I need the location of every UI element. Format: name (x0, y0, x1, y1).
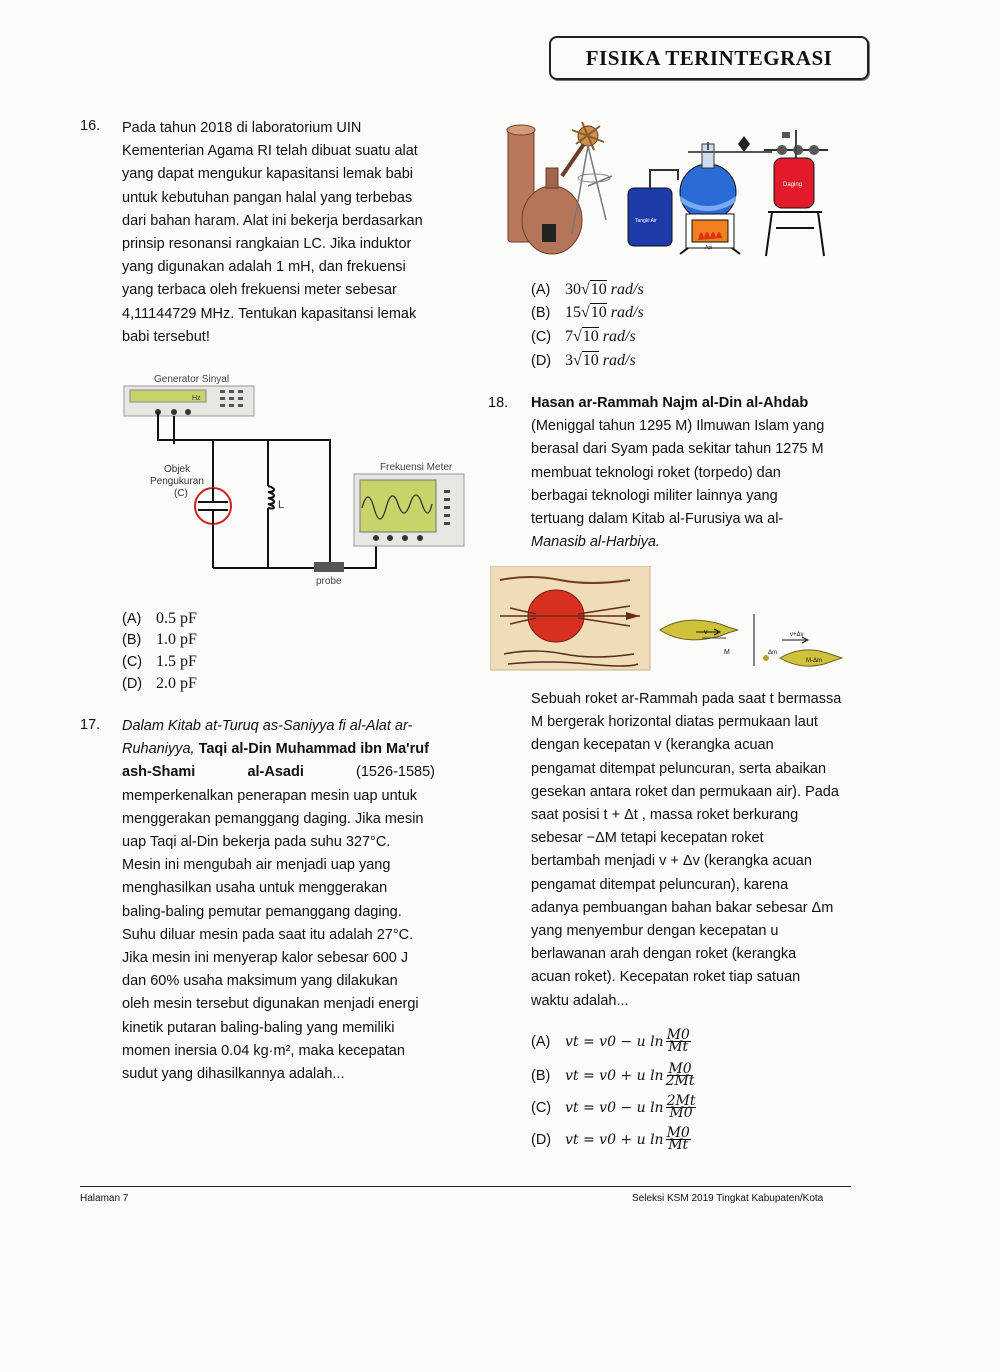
option-value: 3√10 rad/s (565, 352, 636, 369)
option-value: 2.0 pF (156, 675, 197, 692)
probe (314, 562, 344, 572)
option-value: 0.5 pF (156, 610, 197, 627)
lc-circuit-diagram (118, 368, 470, 588)
option-coef: 3 (565, 352, 573, 369)
meter-knob (387, 535, 393, 541)
meat-label: Daging (783, 182, 803, 188)
option-label: (B) (122, 632, 142, 648)
option-fraction (665, 1061, 695, 1089)
q16-option (122, 653, 197, 671)
q18-line: yang menyembur dengan kecepatan u (531, 923, 779, 940)
q17-line (122, 761, 435, 784)
q17-option (531, 328, 636, 346)
q18-line: waktu adalah... (531, 992, 629, 1009)
q18-option (531, 1093, 696, 1121)
q16-line: prinsip resonansi rangkaian LC. Jika induktor (122, 236, 412, 253)
q17-line (122, 715, 435, 738)
q18-line: berasal dari Syam pada sekitar tahun 1275 M (531, 441, 824, 458)
q18-line: acuan roket). Kecepatan roket tiap satuan (531, 969, 801, 986)
option-label: (C) (531, 1099, 552, 1116)
q16-line: 4,11144729 MHz. Tentukan kapasitansi lemak (122, 305, 417, 322)
generator-knob (185, 409, 191, 415)
meat-stand (766, 212, 824, 256)
q17-option (531, 352, 636, 370)
option-unit: rad/s (602, 328, 636, 345)
generator-display-unit: Hz (192, 395, 201, 402)
fraction-den: M0 (669, 1105, 693, 1121)
q17-name-part: ash-Shami (122, 764, 196, 781)
option-label: (A) (531, 1033, 551, 1050)
fraction-den: 2Mt (665, 1073, 695, 1089)
option-root: 10 (582, 328, 599, 345)
spinner-icon (738, 136, 750, 152)
water-tank (628, 188, 672, 246)
fuel-mass-label: Δm (768, 650, 778, 656)
q17-line: dan 60% usaha maksimum yang dilakukan (122, 973, 398, 990)
inductor-icon (268, 486, 274, 509)
rocket-after-velocity-label: v+Δv (790, 632, 804, 638)
option-label: (D) (531, 353, 552, 369)
q16-option (122, 631, 197, 649)
q18-line: M bergerak horizontal diatas permukaan laut (531, 714, 818, 731)
fraction-num: M0 (668, 1061, 692, 1077)
q17-line: kinetik putaran baling-baling yang memiliki (122, 1019, 395, 1036)
meter-knob (373, 535, 379, 541)
fraction-num: M0 (666, 1027, 690, 1043)
q17-line: Jika mesin ini menyerap kalor sebesar 600 J (122, 950, 409, 967)
q18-line: gesekan antara roket dan permukaan air). Pada (531, 783, 839, 800)
option-label: (C) (122, 654, 143, 670)
option-value: 7√10 rad/s (565, 328, 636, 345)
option-label: (D) (531, 1131, 552, 1148)
q17-years: (1526-1585) (355, 764, 435, 781)
option-fraction (666, 1027, 691, 1055)
flask (680, 164, 736, 220)
gears (777, 145, 819, 155)
q16-line: Pada tahun 2018 di laboratorium UIN (122, 120, 362, 136)
q18-number: 18. (488, 395, 509, 411)
option-coef: 30 (565, 281, 581, 298)
q16-number: 16. (80, 118, 101, 134)
q17-book-title-end: Ruhaniyya, (122, 741, 199, 758)
boiler-door (542, 224, 556, 242)
q17-option (531, 281, 644, 299)
q18-line (531, 392, 844, 415)
q18-line: membuat teknologi roket (torpedo) dan (531, 464, 781, 481)
copper-boiler (522, 186, 582, 254)
q16-text (122, 117, 435, 349)
q17-line: Mesin ini mengubah air menjadi uap yang (122, 857, 391, 874)
meter-knob (402, 535, 408, 541)
option-value: 15√10 rad/s (565, 304, 644, 321)
q17-scientist-name: Taqi al-Din Muhammad ibn Ma'ruf (198, 741, 429, 758)
q18-line: tertuang dalam Kitab al-Furusiya wa al- (531, 511, 784, 528)
q16-line: Kementerian Agama RI telah dibuat suatu alat (122, 143, 418, 160)
option-value: 1.0 pF (156, 631, 197, 648)
q17-name-part: al-Asadi (247, 764, 304, 781)
q17-book-title: Dalam Kitab at-Turuq as-Saniyya fi al-Alat ar- (122, 718, 413, 734)
q17-line: Suhu diluar mesin pada saat itu adalah 27°C. (122, 926, 414, 943)
q17-line (122, 738, 435, 761)
rocket-after-mass-label: M-Δm (806, 658, 823, 664)
object-label-1: Objek (164, 464, 191, 475)
q17-line: sudut yang dihasilkannya adalah... (122, 1066, 345, 1083)
option-coef: 7 (565, 328, 573, 345)
q17-line: uap Taqi al-Din bekerja pada suhu 327°C. (122, 834, 391, 851)
q16-line: dari bahan haram. Alat ini bekerja berdasarkan (122, 212, 423, 229)
meter-screen (360, 480, 436, 532)
footer-page-number: Halaman 7 (80, 1193, 129, 1204)
option-label: (D) (122, 676, 143, 692)
q18-body (531, 688, 844, 1013)
option-unit: rad/s (602, 352, 636, 369)
object-label-2: Pengukuran (150, 476, 204, 487)
rocket-before (660, 620, 738, 640)
option-value: 30√10 rad/s (565, 281, 644, 298)
fire-label: Api (705, 245, 713, 251)
q18-line: sebesar −ΔM tetapi kecepatan roket (531, 830, 764, 847)
q18-line: pengamat ditempat peluncuran, serta abaikan (531, 760, 827, 777)
q18-option (531, 1061, 695, 1089)
option-root: 10 (582, 352, 599, 369)
q17-number: 17. (80, 717, 101, 733)
meter-knob (417, 535, 423, 541)
q16-line: babi tersebut! (122, 328, 210, 345)
generator-label: Generator Sinyal (154, 374, 230, 385)
q17-option (531, 304, 644, 322)
option-root: 10 (590, 304, 607, 321)
fraction-den: Mt (668, 1137, 689, 1153)
object-label-3: (C) (174, 488, 188, 499)
option-label: (B) (531, 305, 551, 321)
generator-keys (220, 390, 243, 407)
q18-line: berbagai teknologi militer lainnya yang (531, 487, 778, 504)
q17-line: menggerakan pemanggang daging. Jika mesin (122, 810, 424, 827)
q18-option (531, 1027, 691, 1055)
q18-line: adanya pembuangan bahan bakar sebesar Δm (531, 899, 834, 916)
q18-line: (Meniggal tahun 1295 M) Ilmuwan Islam yang (531, 418, 825, 435)
rocket-velocity-label: v (704, 629, 708, 636)
rocket-illustration (490, 566, 846, 672)
q18-scientist-name: Hasan ar-Rammah Najm al-Din al-Ahdab (531, 395, 809, 411)
q17-text (122, 715, 435, 1086)
option-label: (C) (531, 329, 552, 345)
q17-line: memperkenalkan penerapan mesin uap untuk (122, 787, 418, 804)
option-value: 1.5 pF (156, 653, 197, 670)
water-tank-label: Tangki Air (635, 218, 657, 224)
inductor-label: L (278, 499, 285, 511)
option-root: 10 (590, 281, 607, 298)
q18-option (531, 1125, 691, 1153)
q17-line: baling-baling pemutar pemanggang daging. (122, 903, 402, 920)
option-fraction (666, 1125, 691, 1153)
header-title: FISIKA TERINTEGRASI (585, 45, 833, 70)
option-expr: vt = v0 − u ln (565, 1033, 664, 1050)
option-unit: rad/s (610, 281, 644, 298)
fraction-num: M0 (666, 1125, 690, 1141)
q18-line: saat posisi t + Δt , massa roket berkurang (531, 807, 799, 824)
q16-line: yang dapat mengukur kapasitansi lemak babi (122, 166, 413, 183)
q18-intro (531, 392, 844, 554)
fraction-num: 2Mt (666, 1093, 696, 1109)
option-label: (A) (122, 611, 142, 627)
fraction-den: Mt (668, 1039, 689, 1055)
page-header (549, 36, 869, 80)
option-expr: vt = v0 + u ln (565, 1067, 664, 1084)
q16-line: untuk kebutuhan pangan halal yang terbebas (122, 189, 413, 206)
footer-divider (80, 1186, 851, 1187)
q17-line: menghasilkan usaha untuk menggerakan (122, 880, 388, 897)
q18-line: Sebuah roket ar-Rammah pada saat t bermassa (531, 691, 842, 707)
q16-line: yang digunakan adalah 1 mH, dan frekuensi (122, 259, 406, 276)
q18-line: berlawanan arah dengan roket (kerangka (531, 946, 797, 963)
meter-label: Frekuensi Meter (380, 462, 453, 473)
option-coef: 15 (565, 304, 581, 321)
option-unit: rad/s (610, 304, 644, 321)
q16-line: yang terbaca oleh frekuensi meter sebesar (122, 282, 397, 299)
q18-line: Manasib al-Harbiya. (531, 534, 660, 551)
option-expr: vt = v0 − u ln (565, 1099, 664, 1116)
q18-line: bertambah menjadi v + Δv (kerangka acuan (531, 853, 812, 870)
option-label: (A) (531, 282, 551, 298)
q16-option (122, 610, 197, 628)
q18-line: pengamat ditempat peluncuran), karena (531, 876, 789, 893)
q17-line: oleh mesin tersebut digunakan menjadi energi (122, 996, 419, 1013)
q18-line: dengan kecepatan v (kerangka acuan (531, 737, 774, 754)
probe-label: probe (316, 576, 342, 587)
option-label: (B) (531, 1067, 551, 1084)
footer-exam-title: Seleksi KSM 2019 Tingkat Kabupaten/Kota (632, 1193, 824, 1204)
generator-knob (171, 409, 177, 415)
option-fraction (666, 1093, 697, 1121)
q16-option (122, 675, 197, 693)
option-expr: vt = v0 + u ln (565, 1131, 664, 1148)
steam-engine-illustration (502, 116, 846, 258)
q17-line: momen inersia 0.04 kg·m², maka kecepatan (122, 1042, 405, 1059)
rocket-mass-label: M (724, 649, 730, 656)
